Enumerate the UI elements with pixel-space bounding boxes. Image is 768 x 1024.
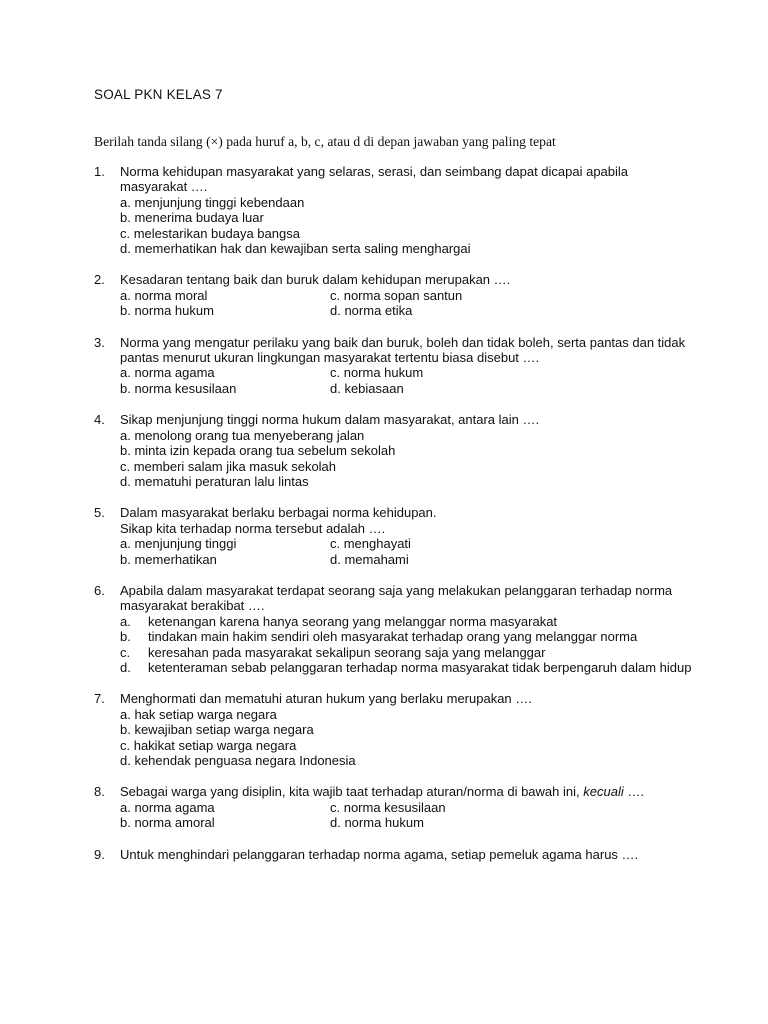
option-d: d. kebiasaan <box>330 380 404 396</box>
option-text: ketenteraman sebab pelanggaran terhadap norma masyarakat tidak berpengaruh dalam hidup <box>148 659 692 675</box>
option-b: b. kewajiban setiap warga negara <box>120 722 314 738</box>
option-b: b. norma kesusilaan <box>120 380 237 396</box>
question-list <box>94 164 694 878</box>
option-c <box>120 645 694 660</box>
question-5 <box>94 505 694 567</box>
option-b: b. menerima budaya luar <box>120 210 264 226</box>
option-list <box>120 614 694 676</box>
option-c: c. melestarikan budaya bangsa <box>120 225 300 241</box>
question-text: Untuk menghindari pelanggaran terhadap norma agama, setiap pemeluk agama harus …. <box>120 846 639 862</box>
question-text: Sikap menjunjung tinggi norma hukum dalam masyarakat, antara lain …. <box>120 412 540 428</box>
question-3 <box>94 335 694 397</box>
option-b: b. minta izin kepada orang tua sebelum sekolah <box>120 443 396 459</box>
option-a: a. menjunjung tinggi <box>120 536 237 552</box>
option-list <box>120 428 694 490</box>
option-a: a. menolong orang tua menyeberang jalan <box>120 427 365 443</box>
question-8 <box>94 784 694 830</box>
option-list <box>120 288 694 319</box>
question-text-main: Sebagai warga yang disiplin, kita wajib taat terhadap aturan/norma di bawah ini, <box>120 784 580 800</box>
option-list <box>120 707 694 769</box>
question-number: 3. <box>94 334 105 350</box>
option-d: d. memerhatikan hak dan kewajiban serta saling menghargai <box>120 241 471 257</box>
option-b: b. memerhatikan <box>120 551 217 567</box>
option-a: a. menjunjung tinggi kebendaan <box>120 194 305 210</box>
option-c: c. memberi salam jika masuk sekolah <box>120 458 337 474</box>
option-d: d. norma etika <box>330 303 413 319</box>
question-number: 9. <box>94 846 105 862</box>
question-text: Norma kehidupan masyarakat yang selaras, serasi, dan seimbang dapat dicapai apabila masyarakat …. <box>120 164 629 195</box>
question-9 <box>94 847 694 862</box>
option-b <box>120 629 694 644</box>
question-number: 5. <box>94 505 105 521</box>
option-c: c. norma kesusilaan <box>330 799 446 815</box>
question-text-emphasis: kecuali <box>583 784 624 800</box>
option-text: keresahan pada masyarakat sekalipun seorang saja yang melanggar <box>148 644 546 660</box>
option-d: d. mematuhi peraturan lalu lintas <box>120 473 309 489</box>
option-list <box>120 800 694 831</box>
option-letter: c. <box>120 644 131 660</box>
question-7 <box>94 691 694 768</box>
question-number: 8. <box>94 784 105 800</box>
option-a: a. norma agama <box>120 365 215 381</box>
question-4 <box>94 412 694 489</box>
option-letter: a. <box>120 613 131 629</box>
option-list <box>120 365 694 396</box>
question-text: Norma yang mengatur perilaku yang baik dan buruk, boleh dan tidak boleh, serta pantas dan tidak pantas menurut ukuran lingkungan masyarakat tertentu biasa disebut …. <box>120 334 686 366</box>
question-text-end: …. <box>627 784 644 800</box>
option-text: ketenangan karena hanya seorang yang melanggar norma masyarakat <box>148 613 558 629</box>
option-list <box>120 536 694 567</box>
question-text: Apabila dalam masyarakat terdapat seorang saja yang melakukan pelanggaran terhadap norma masyarakat berakibat …. <box>120 582 673 614</box>
option-c: c. menghayati <box>330 536 411 552</box>
option-b: b. norma hukum <box>120 303 214 319</box>
question-2 <box>94 272 694 318</box>
question-text-line-2: Sikap kita terhadap norma tersebut adalah …. <box>120 520 386 536</box>
option-a <box>120 614 694 629</box>
option-d: d. norma hukum <box>330 815 424 831</box>
option-c: c. norma hukum <box>330 365 424 381</box>
question-text <box>120 784 694 799</box>
option-d: d. memahami <box>330 551 409 567</box>
option-letter: d. <box>120 659 131 675</box>
question-number: 7. <box>94 691 105 707</box>
question-number: 2. <box>94 272 105 288</box>
question-text: Menghormati dan mematuhi aturan hukum yang berlaku merupakan …. <box>120 691 532 707</box>
option-list <box>120 195 694 257</box>
question-number: 6. <box>94 582 105 598</box>
option-letter: b. <box>120 629 131 645</box>
option-b: b. norma amoral <box>120 815 215 831</box>
question-number: 4. <box>94 412 105 428</box>
option-c: c. hakikat setiap warga negara <box>120 737 297 753</box>
option-d: d. kehendak penguasa negara Indonesia <box>120 753 356 768</box>
option-a: a. norma moral <box>120 287 208 303</box>
instruction-text: Berilah tanda silang (×) pada huruf a, b, c, atau d di depan jawaban yang paling tepat <box>94 134 556 149</box>
option-a: a. hak setiap warga negara <box>120 706 277 722</box>
option-text: tindakan main hakim sendiri oleh masyarakat terhadap orang yang melanggar norma <box>148 629 638 645</box>
question-6 <box>94 583 694 675</box>
option-d <box>120 660 694 675</box>
question-number: 1. <box>94 164 105 179</box>
question-text-line-1: Dalam masyarakat berlaku berbagai norma kehidupan. <box>120 505 437 521</box>
question-text: Kesadaran tentang baik dan buruk dalam kehidupan merupakan …. <box>120 272 511 288</box>
document-title: SOAL PKN KELAS 7 <box>94 87 223 102</box>
option-c: c. norma sopan santun <box>330 287 463 303</box>
question-1 <box>94 164 694 256</box>
option-a: a. norma agama <box>120 799 215 815</box>
